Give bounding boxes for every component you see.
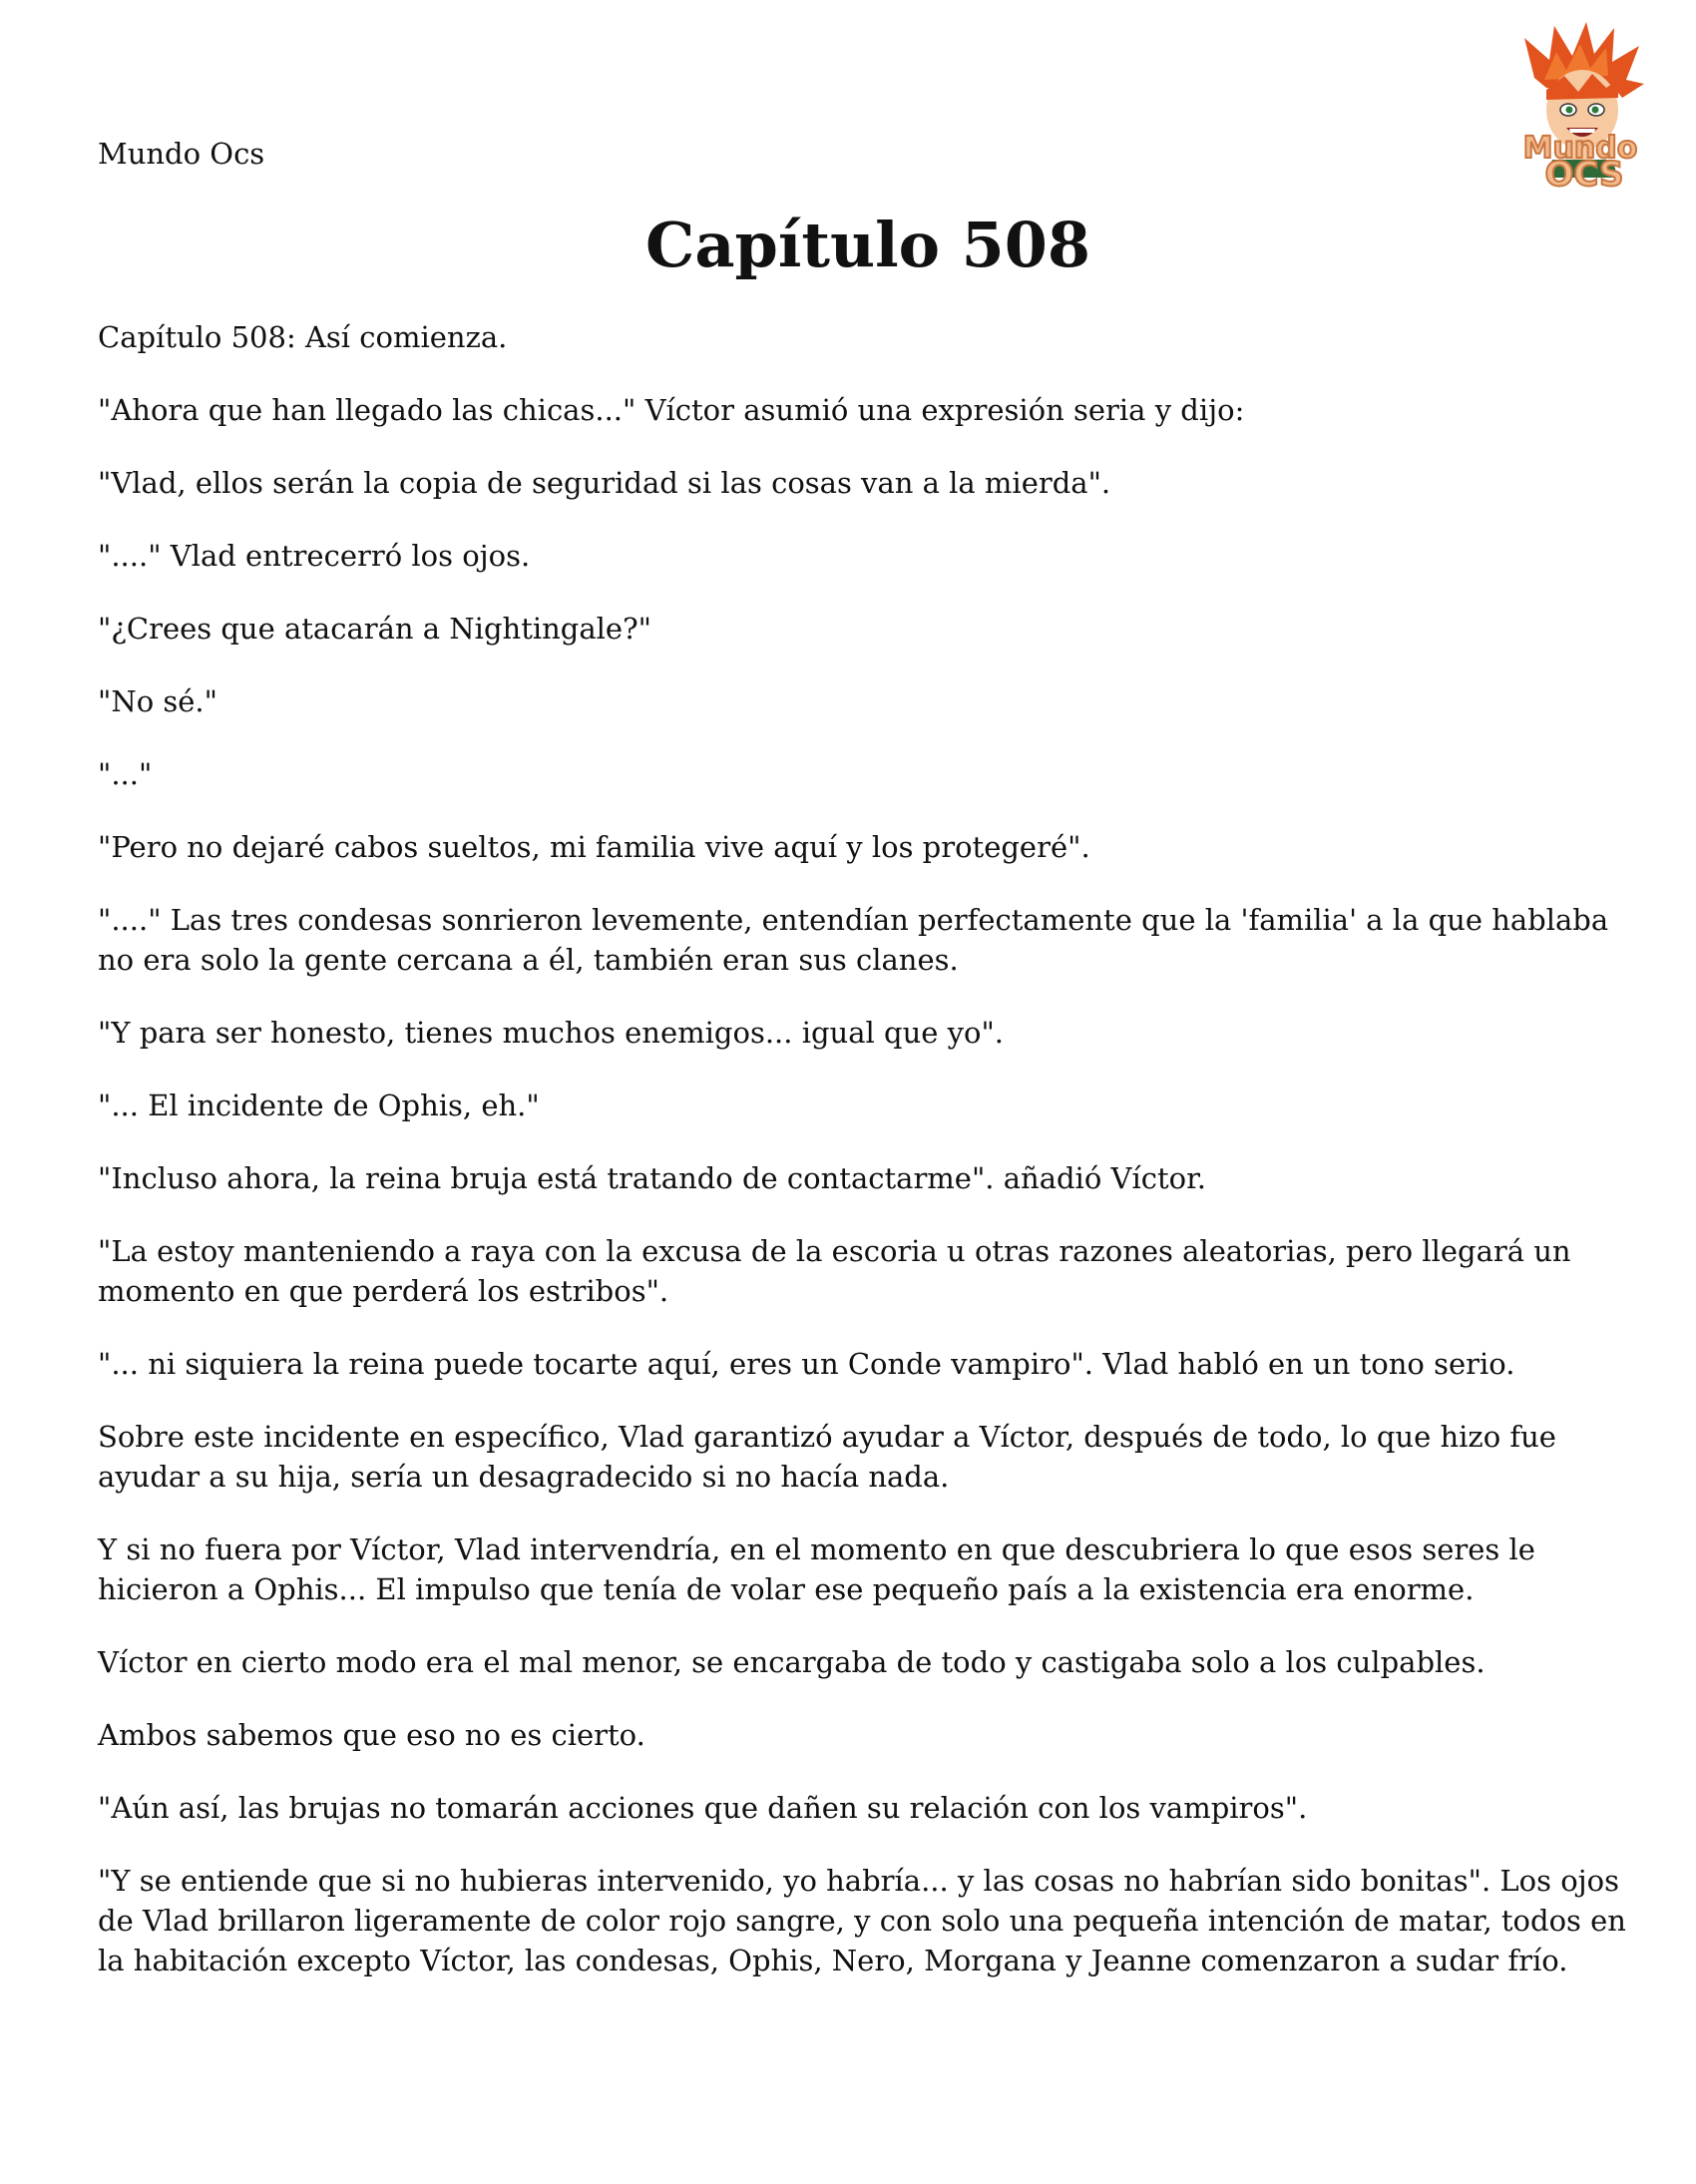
paragraph: "¿Crees que atacarán a Nightingale?" xyxy=(98,612,651,646)
paragraph: "Y se entiende que si no hubieras intervenido, yo habría... y las cosas no habrían sido bonitas". Los ojos de Vlad brillaron ligeramente de color rojo sangre, y con solo una pequeña intención de matar, todos en la habitación excepto Víctor, las condesas, Ophis, Nero, Morgana y Jeanne comenzaron a sudar frío. xyxy=(98,1864,1626,1977)
paragraph: "Y para ser honesto, tienes muchos enemigos... igual que yo". xyxy=(98,1016,1005,1050)
paragraph: "Incluso ahora, la reina bruja está tratando de contactarme". añadió Víctor. xyxy=(98,1161,1206,1195)
paragraph: "...." Vlad entrecerró los ojos. xyxy=(98,539,531,573)
paragraph: "Aún así, las brujas no tomarán acciones que dañen su relación con los vampiros". xyxy=(98,1791,1308,1825)
paragraph: "Pero no dejaré cabos sueltos, mi familia vive aquí y los protegeré". xyxy=(98,830,1090,864)
paragraph: Sobre este incidente en específico, Vlad garantizó ayudar a Víctor, después de todo, lo que hizo fue ayudar a su hija, sería un desagradecido si no hacía nada. xyxy=(98,1420,1556,1494)
logo-text-line2: OCS xyxy=(1544,155,1624,190)
paragraph: Capítulo 508: Así comienza. xyxy=(98,320,508,354)
logo-text-line1: Mundo xyxy=(1522,131,1638,166)
paragraph: "...." Las tres condesas sonrieron levemente, entendían perfectamente que la 'familia' a la que hablaba no era solo la gente cercana a él, también eran sus clanes. xyxy=(98,903,1609,977)
paragraph: "La estoy manteniendo a raya con la excusa de la escoria u otras razones aleatorias, pero llegará un momento en que perderá los estribos". xyxy=(98,1234,1571,1308)
paragraph: Víctor en cierto modo era el mal menor, se encargaba de todo y castigaba solo a los culpables. xyxy=(98,1645,1485,1679)
paragraph: "Ahora que han llegado las chicas..." Víctor asumió una expresión seria y dijo: xyxy=(98,393,1245,427)
paragraph: Y si no fuera por Víctor, Vlad intervendría, en el momento en que descubriera lo que esos seres le hicieron a Ophis... El impulso que tenía de volar ese pequeño país a la existencia era enorme. xyxy=(98,1532,1535,1606)
site-name: Mundo Ocs xyxy=(98,137,265,171)
paragraph: "Vlad, ellos serán la copia de seguridad si las cosas van a la mierda". xyxy=(98,466,1111,500)
paragraph: Ambos sabemos que eso no es cierto. xyxy=(98,1718,645,1752)
paragraph: "..." xyxy=(98,757,153,791)
chapter-title: Capítulo 508 xyxy=(644,209,1091,281)
paragraph: "... ni siquiera la reina puede tocarte aquí, eres un Conde vampiro". Vlad habló en un tono serio. xyxy=(98,1347,1515,1381)
mascot-logo-icon xyxy=(1494,18,1666,190)
paragraph: "No sé." xyxy=(98,684,217,718)
chapter-body xyxy=(98,317,1642,2013)
paragraph: "... El incidente de Ophis, eh." xyxy=(98,1089,540,1122)
